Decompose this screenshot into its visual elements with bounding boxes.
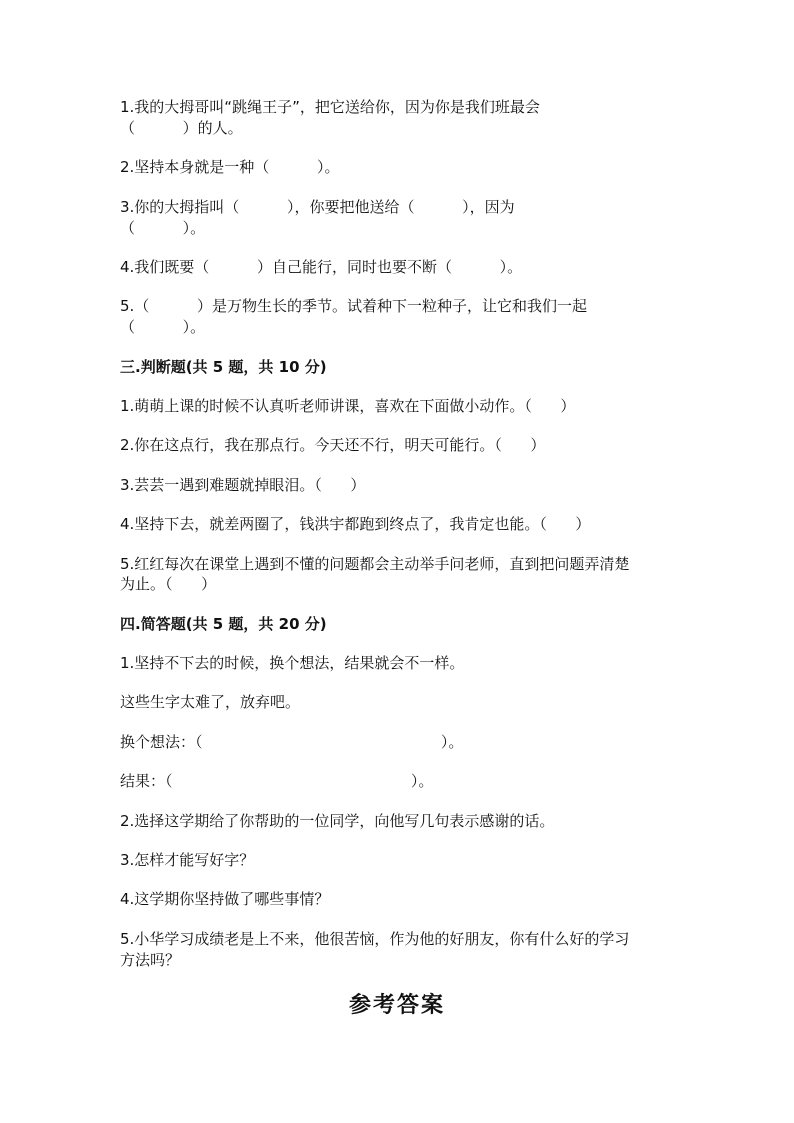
- answer-key-title: 参考答案: [348, 992, 445, 1018]
- fill-blank-q5-line1: 5.（ ）是万物生长的季节。试着种下一粒种子，让它和我们一起: [120, 297, 587, 315]
- section-heading-short-answer: 四.简答题(共 5 题，共 20 分): [120, 615, 327, 633]
- short-answer-q2: 2.选择这学期给了你帮助的一位同学，向他写几句表示感谢的话。: [120, 812, 555, 830]
- fill-blank-q3-line2: （ ）。: [120, 219, 206, 237]
- true-false-q1: 1.萌萌上课的时候不认真听老师讲课，喜欢在下面做小动作。（ ）: [120, 397, 576, 415]
- fill-blank-q1-line1: 1.我的大拇哥叫“跳绳王子”，把它送给你，因为你是我们班最会: [120, 98, 540, 116]
- true-false-q2: 2.你在这点行，我在那点行。今天还不行，明天可能行。（ ）: [120, 436, 546, 454]
- fill-blank-q4: 4.我们既要（ ）自己能行，同时也要不断（ ）。: [120, 258, 523, 276]
- short-answer-q4: 4.这学期你坚持做了哪些事情？: [120, 890, 330, 908]
- section-heading-true-false: 三.判断题(共 5 题，共 10 分): [120, 358, 327, 376]
- short-answer-q5-line2: 方法吗？: [120, 951, 181, 969]
- short-answer-q1-rethink: 换个想法：（ ）。: [120, 733, 464, 751]
- fill-blank-q1-line2: （ ）的人。: [120, 119, 243, 137]
- fill-blank-q5-line2: （ ）。: [120, 318, 206, 336]
- short-answer-q3: 3.怎样才能写好字？: [120, 851, 255, 869]
- short-answer-q1: 1.坚持不下去的时候，换个想法，结果就会不一样。: [120, 654, 465, 672]
- short-answer-q1-result: 结果：（ ）。: [120, 772, 434, 790]
- true-false-q5-line1: 5.红红每次在课堂上遇到不懂的问题都会主动举手问老师，直到把问题弄清楚: [120, 555, 630, 573]
- short-answer-q5-line1: 5.小华学习成绩老是上不来，他很苦恼，作为他的好朋友，你有什么好的学习: [120, 930, 630, 948]
- short-answer-q1-example: 这些生字太难了，放弃吧。: [120, 693, 301, 711]
- true-false-q4: 4.坚持下去，就差两圈了，钱洪宇都跑到终点了，我肯定也能。（ ）: [120, 515, 591, 533]
- fill-blank-q2: 2.坚持本身就是一种（ ）。: [120, 158, 340, 176]
- true-false-q5-line2: 为止。（ ）: [120, 575, 217, 593]
- true-false-q3: 3.芸芸一遇到难题就掉眼泪。（ ）: [120, 476, 366, 494]
- fill-blank-q3-line1: 3.你的大拇指叫（ ），你要把他送给（ ），因为: [120, 198, 515, 216]
